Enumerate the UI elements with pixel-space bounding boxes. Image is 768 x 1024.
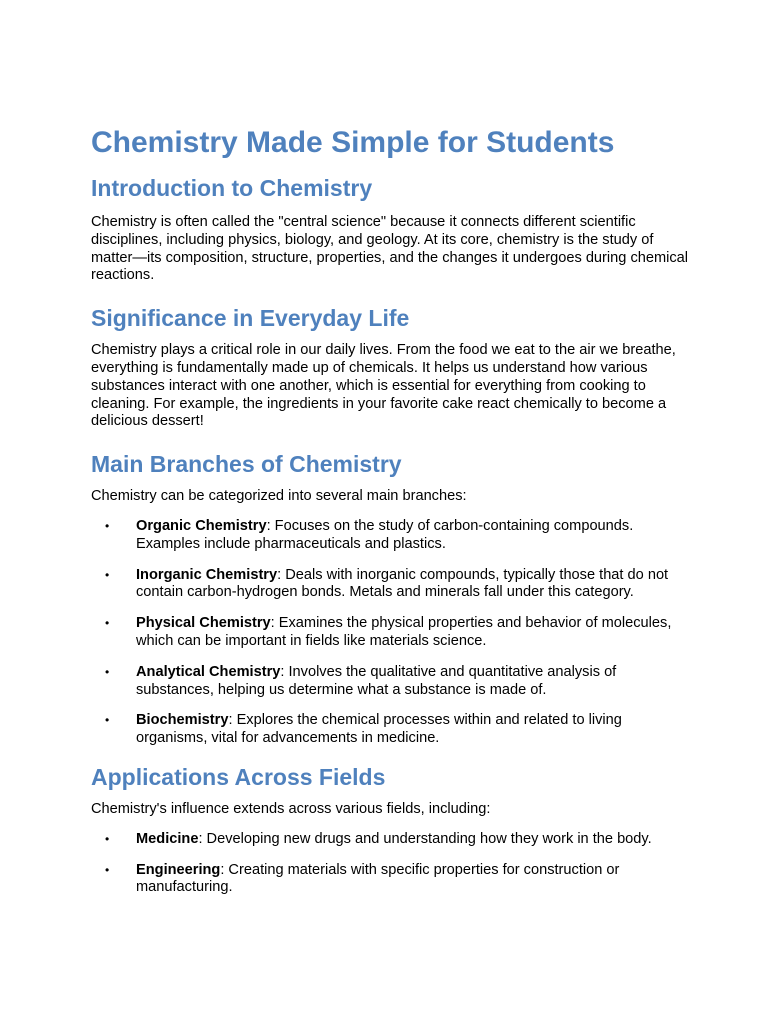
list-item: [91, 518, 691, 554]
list-item-term: Inorganic Chemistry: [136, 566, 278, 583]
section-paragraph-introduction: Chemistry is often called the "central science" because it connects different scientific disciplines, including physics, biology, and geology. At its core, chemistry is the study of matter—its composition, structure, properties, and the changes it undergoes during chemical reactions.: [91, 214, 689, 284]
section-heading-significance: Significance in Everyday Life: [91, 305, 410, 332]
section-heading-introduction: Introduction to Chemistry: [91, 175, 373, 201]
list-item-text: : Developing new drugs and understanding how they work in the body.: [198, 830, 652, 847]
list-item-term: Physical Chemistry: [136, 615, 271, 632]
bullet-icon: •: [105, 664, 110, 679]
list-item-term: Medicine: [136, 830, 199, 847]
bullet-icon: •: [105, 567, 110, 582]
bullet-icon: •: [105, 616, 110, 631]
bullet-icon: •: [105, 831, 110, 846]
list-item: [91, 712, 691, 748]
list-item-term: Biochemistry: [136, 712, 229, 729]
list-item: [91, 664, 691, 700]
list-item-text: : Deals with inorganic compounds, typically those that do not contain carbon-hydrogen bonds. Metals and minerals fall under this category.: [136, 566, 669, 601]
list-item-term: Organic Chemistry: [136, 517, 267, 534]
document-title: Chemistry Made Simple for Students: [91, 126, 615, 159]
section-paragraph-branches: Chemistry can be categorized into several main branches:: [91, 488, 467, 505]
list-item-text: : Explores the chemical processes within and related to living organisms, vital for advancements in medicine.: [136, 712, 622, 747]
list-item: [91, 831, 691, 849]
list-item-text: : Examines the physical properties and behavior of molecules, which can be important in fields like materials science.: [136, 615, 672, 649]
list-item-text: : Focuses on the study of carbon-containing compounds. Examples include pharmaceuticals and plastics.: [136, 517, 634, 552]
section-heading-applications: Applications Across Fields: [91, 763, 386, 790]
list-item-text: : Creating materials with specific properties for construction or manufacturing.: [136, 861, 620, 896]
list-item: [91, 862, 691, 898]
document-page: [91, 124, 691, 897]
list-item-text: : Involves the qualitative and quantitative analysis of substances, helping us determine what a substance is made of.: [136, 663, 617, 698]
applications-list: [91, 831, 691, 897]
section-paragraph-significance: Chemistry plays a critical role in our daily lives. From the food we eat to the air we breathe, everything is fundamentally made up of chemicals. It helps us understand how various substances interact with one another, which is essential for everything from cooking to cleaning. For example, the ingredients in your favorite cake react chemically to become a delicious dessert!: [91, 342, 676, 430]
section-paragraph-applications: Chemistry's influence extends across various fields, including:: [91, 800, 491, 817]
bullet-icon: •: [105, 518, 110, 533]
section-heading-branches: Main Branches of Chemistry: [91, 451, 402, 478]
list-item: [91, 615, 691, 651]
list-item-term: Analytical Chemistry: [136, 663, 281, 680]
list-item: [91, 567, 691, 603]
branches-list: [91, 518, 691, 748]
list-item-term: Engineering: [136, 861, 221, 878]
bullet-icon: •: [105, 713, 110, 728]
bullet-icon: •: [105, 862, 110, 877]
